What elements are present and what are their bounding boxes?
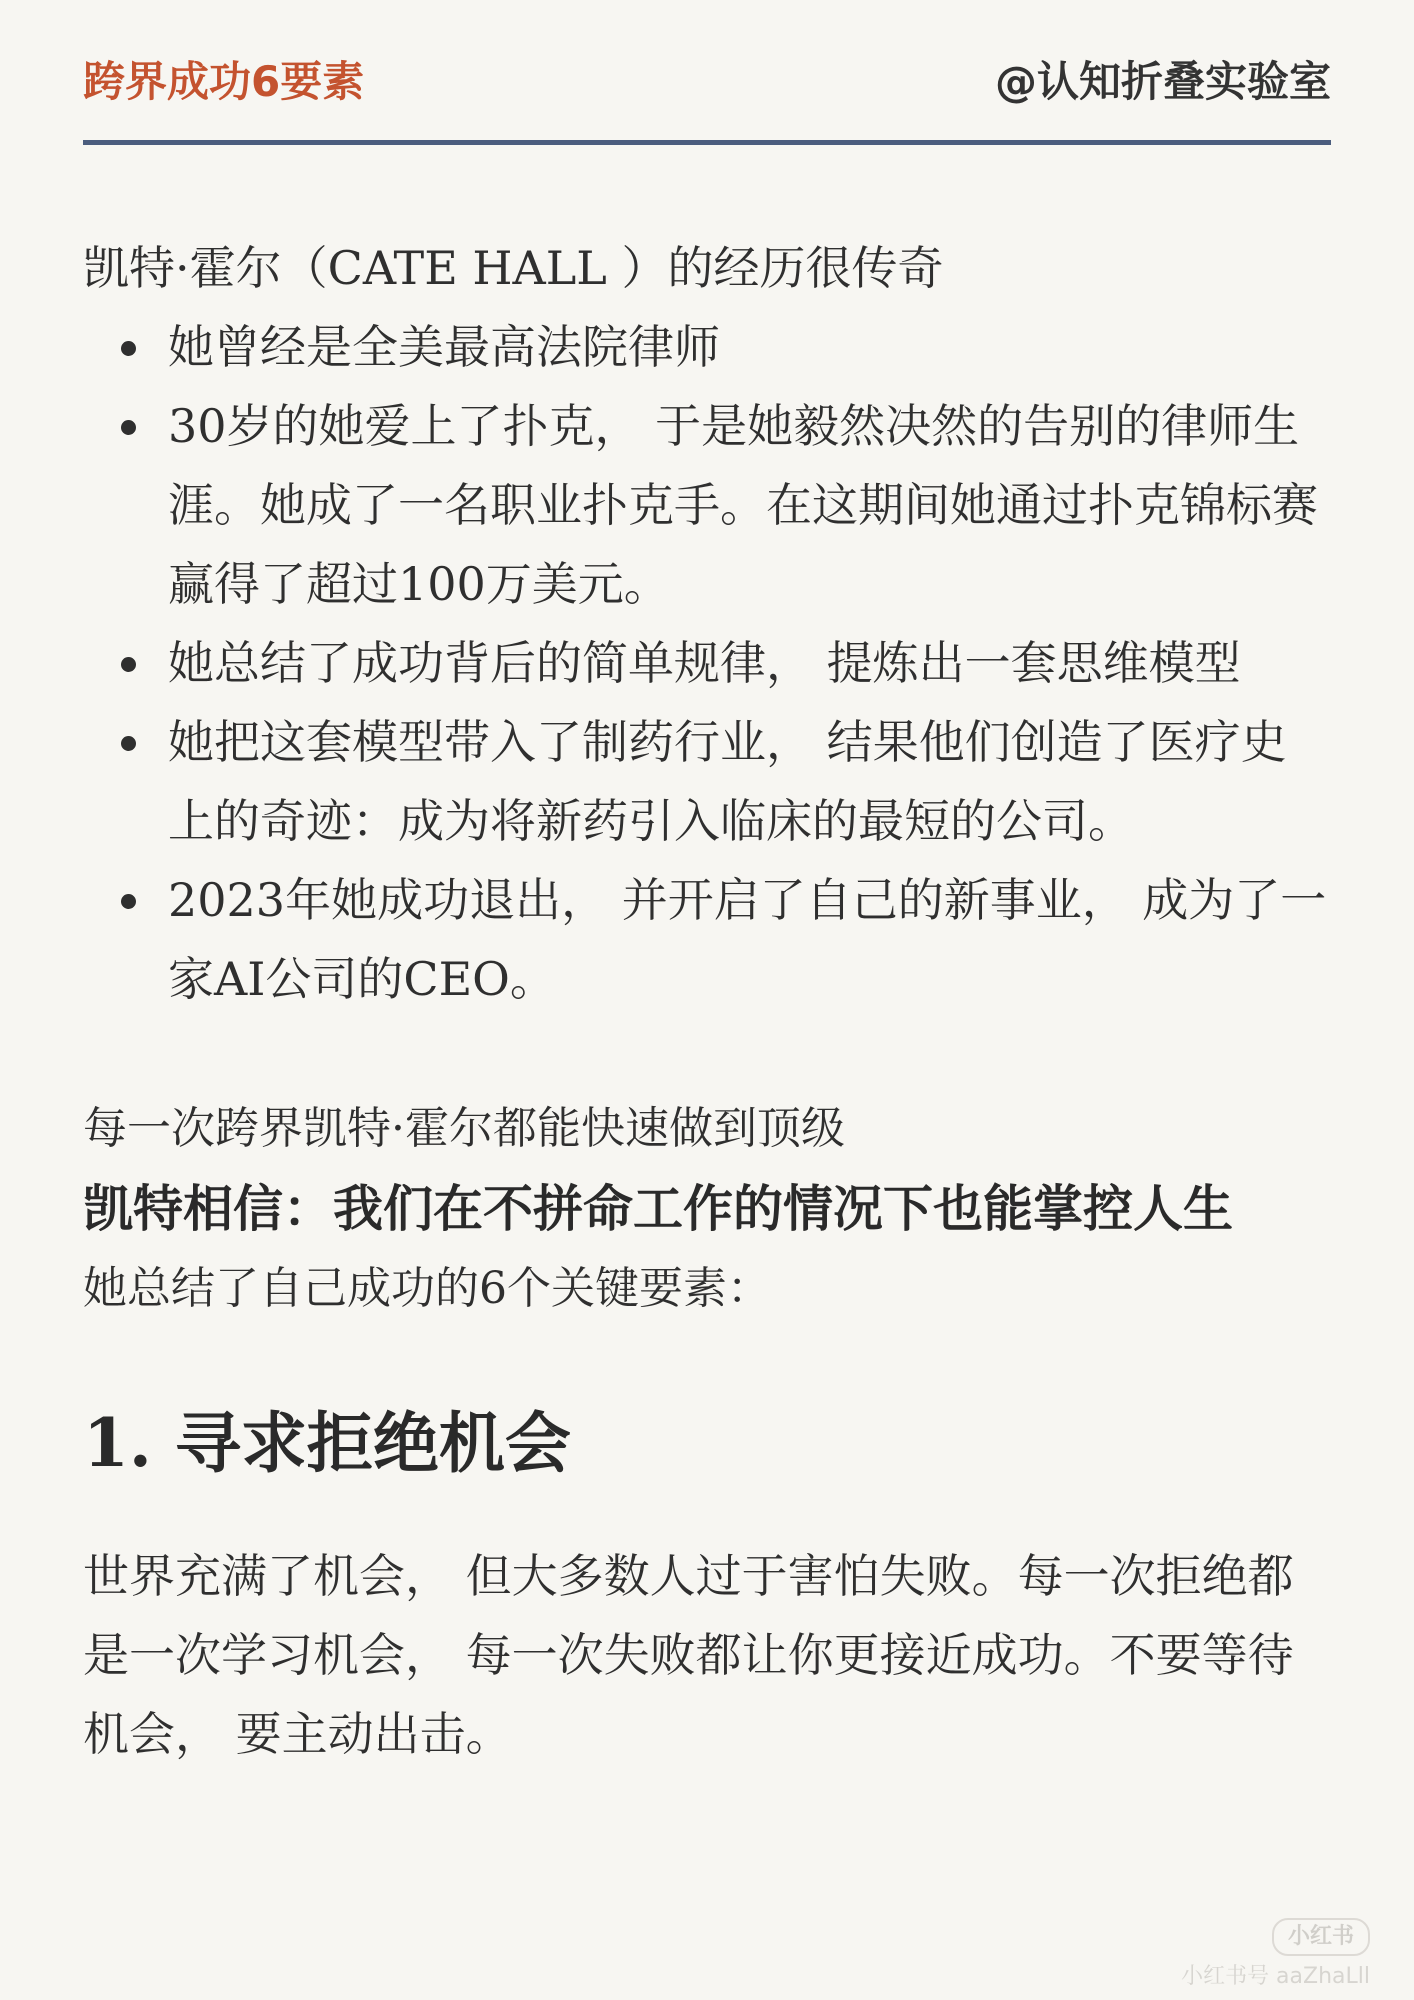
list-item-text: 她曾经是全美最高法院律师 [168,320,720,374]
author-handle: @认知折叠实验室 [994,57,1331,106]
intro-line: 凯特·霍尔（CATE HALL ）的经历很传奇 [83,241,944,295]
list-item-text: 她总结了成功背后的简单规律， 提炼出一套思维模型 [168,636,1241,690]
header-title: 跨界成功6要素 [83,57,365,106]
article-body [83,228,1331,1774]
section-title: 寻求拒绝机会 [174,1404,571,1482]
watermark-logo: 小红书 [1272,1918,1370,1956]
list-item [83,624,1331,703]
section-number: 1. [83,1404,152,1482]
section-heading [83,1393,1331,1493]
list-item-text: 她把这套模型带入了制药行业， 结果他们创造了医疗史上的奇迹：成为将新药引入临床的最短的公司。 [168,715,1287,848]
bullet-dot-icon [121,894,136,909]
summary-line: 每一次跨界凯特·霍尔都能快速做到顶级 [83,1103,845,1154]
list-item [83,387,1331,624]
list-item [83,703,1331,861]
list-item [83,861,1331,1019]
bullet-dot-icon [121,341,136,356]
bullet-list [83,308,1331,1019]
bullet-dot-icon [121,420,136,435]
list-item [83,308,1331,387]
header-divider [83,140,1331,145]
list-item-text: 30岁的她爱上了扑克， 于是她毅然决然的告别的律师生涯。她成了一名职业扑克手。在这期间她通过扑克锦标赛赢得了超过100万美元。 [168,399,1318,611]
elements-intro-line: 她总结了自己成功的6个关键要素： [83,1263,771,1314]
bullet-dot-icon [121,736,136,751]
page-header [83,52,1331,114]
bullet-dot-icon [121,657,136,672]
watermark-text: 小红书号 aaZhaLll [1181,1964,1370,1989]
watermark [1181,1918,1370,1992]
section-paragraph: 世界充满了机会， 但大多数人过于害怕失败。每一次拒绝都是一次学习机会， 每一次失败都让你更接近成功。不要等待机会， 要主动出击。 [83,1549,1294,1761]
list-item-text: 2023年她成功退出， 并开启了自己的新事业， 成为了一家AI公司的CEO。 [168,873,1327,1006]
belief-line: 凯特相信：我们在不拼命工作的情况下也能掌控人生 [83,1179,1233,1238]
